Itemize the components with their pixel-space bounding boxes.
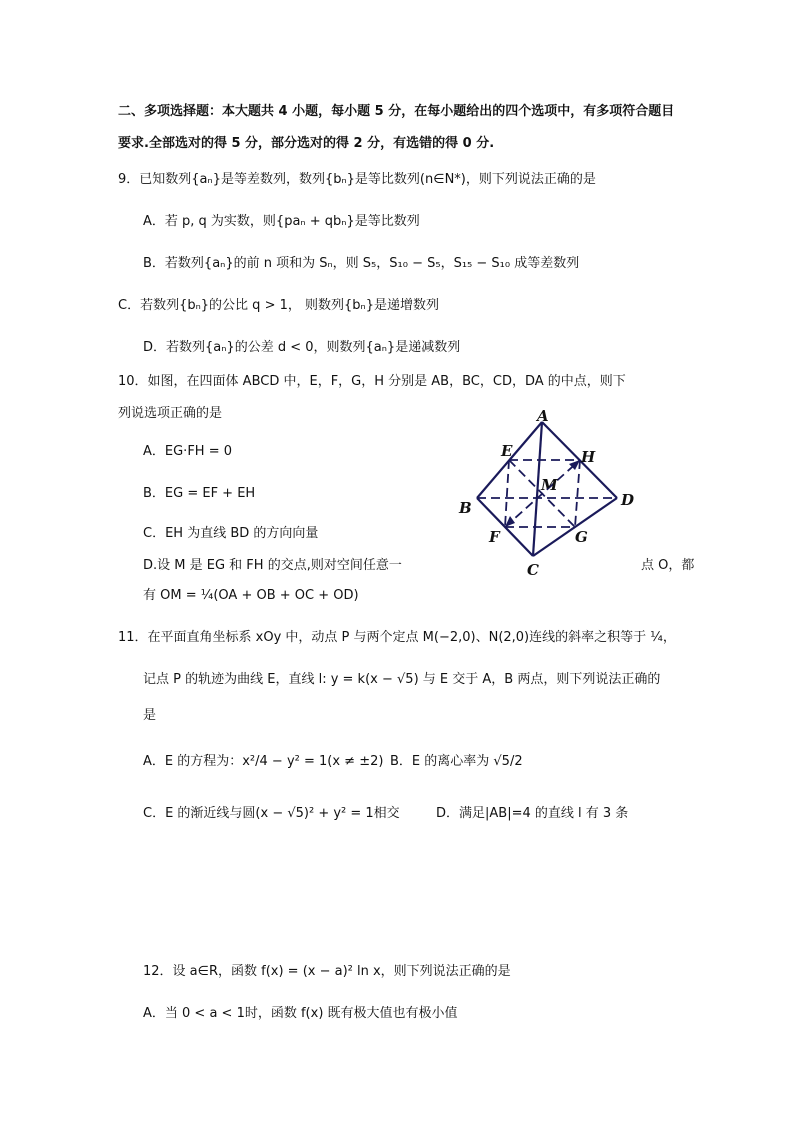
arrow-icon [505, 516, 515, 527]
q12-stem: 12．设 a∈R，函数 f(x) = (x − a)² ln x，则下列说法正确的是 [143, 964, 511, 979]
q11-option-c: C．E 的渐近线与圆(x − √5)² + y² = 1相交 [143, 806, 400, 821]
q9-stem: 9．已知数列{aₙ}是等差数列，数列{bₙ}是等比数列(n∈N*)，则下列说法正确的是 [118, 172, 596, 187]
q10-option-d-line1-end: 点 O，都 [641, 558, 695, 573]
section-header-line2: 要求.全部选对的得 5 分，部分选对的得 2 分，有选错的得 0 分. [118, 136, 495, 151]
label-e: E [501, 442, 513, 460]
q10-option-d-line2: 有 OM = ¼(OA + OB + OC + OD) [143, 588, 359, 603]
q10-option-a: A．EG·FH = 0 [143, 444, 232, 459]
q11-option-d: D．满足|AB|=4 的直线 l 有 3 条 [436, 806, 629, 821]
edge-cd [533, 498, 617, 556]
q10-option-d-line1: D.设 M 是 EG 和 FH 的交点,则对空间任意一 [143, 558, 402, 573]
q11-option-a: A．E 的方程为：x²/4 − y² = 1(x ≠ ±2) [143, 754, 384, 769]
label-c: C [527, 561, 539, 579]
q10-stem-line1: 10．如图，在四面体 ABCD 中，E，F，G，H 分别是 AB，BC，CD，DA 的中点，则下 [118, 374, 626, 389]
q10-option-b: B．EG = EF + EH [143, 486, 256, 501]
q10-option-c: C．EH 为直线 BD 的方向向量 [143, 526, 319, 541]
q10-stem-line2: 列说选项正确的是 [118, 406, 223, 421]
label-h: H [581, 448, 596, 466]
tetrahedron-figure [455, 410, 645, 585]
q9-option-a: A．若 p, q 为实数，则{paₙ + qbₙ}是等比数列 [143, 214, 420, 229]
q11-option-b: B．E 的离心率为 √5/2 [390, 754, 523, 769]
q9-option-d: D．若数列{aₙ}的公差 d < 0，则数列{aₙ}是递减数列 [143, 340, 461, 355]
label-d: D [621, 491, 635, 509]
q12-option-a: A．当 0 < a < 1时，函数 f(x) 既有极大值也有极小值 [143, 1006, 458, 1021]
label-b: B [459, 499, 472, 517]
q9-option-c: C．若数列{bₙ}的公比 q > 1， 则数列{bₙ}是递增数列 [118, 298, 439, 313]
section-header-line1: 二、多项选择题：本大题共 4 小题，每小题 5 分，在每小题给出的四个选项中，有多项符合题目 [118, 104, 675, 119]
label-m: M [541, 476, 558, 494]
q9-option-b: B．若数列{aₙ}的前 n 项和为 Sₙ，则 S₅，S₁₀ − S₅，S₁₅ − S₁₀ 成等差数列 [143, 256, 580, 271]
label-a: A [537, 410, 549, 425]
label-f: F [489, 528, 500, 546]
q11-stem-line3: 是 [143, 708, 157, 723]
segment-ef [505, 460, 509, 527]
q11-stem-line1: 11．在平面直角坐标系 xOy 中，动点 P 与两个定点 M(−2,0)、N(2,0)连线的斜率之积等于 ¼， [118, 630, 676, 645]
segment-hg [575, 460, 580, 527]
q11-stem-line2: 记点 P 的轨迹为曲线 E，直线 l: y = k(x − √5) 与 E 交于 A，B 两点，则下列说法正确的 [143, 672, 661, 687]
label-g: G [575, 528, 588, 546]
